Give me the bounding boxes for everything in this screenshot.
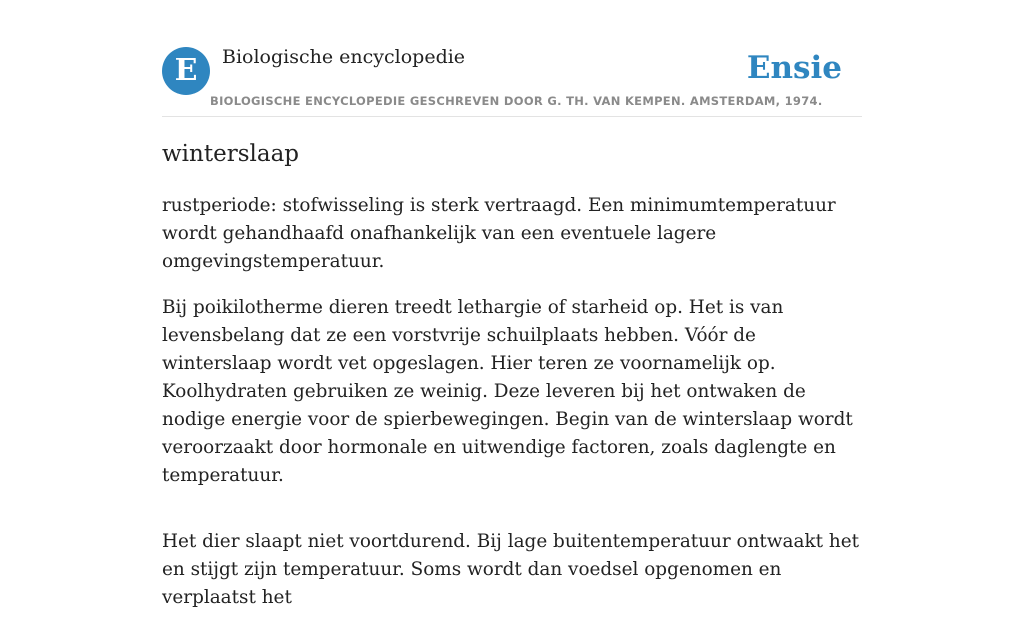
encyclopedia-logo-icon[interactable]: E bbox=[162, 47, 210, 95]
article-headword: winterslaap bbox=[162, 141, 300, 167]
site-subtitle: BIOLOGISCHE ENCYCLOPEDIE GESCHREVEN DOOR G. TH. VAN KEMPEN. AMSTERDAM, 1974. bbox=[210, 94, 823, 108]
article-paragraph-1: rustperiode: stofwisseling is sterk vertraagd. Een minimumtemperatuur wordt gehandhaafd onafhankelijk van een eventuele lagere omgevingstemperatuur. bbox=[162, 195, 836, 272]
article-content bbox=[162, 138, 862, 630]
ensie-brand-link[interactable]: Ensie bbox=[746, 50, 842, 86]
article-paragraph-2: Bij poikilotherme dieren treedt lethargie of starheid op. Het is van levensbelang dat ze een vorstvrije schuilplaats hebben. Vóór de winterslaap wordt vet opgeslagen. Hier teren ze voornamelijk op. Koolhydraten gebruiken ze weinig. Deze leveren bij het ontwaken de nodige energie voor de spierbewegingen. Begin van de winterslaap wordt veroorzaakt door hormonale en uitwendige factoren, zoals daglengte en temperatuur. bbox=[162, 297, 853, 486]
site-header bbox=[162, 0, 862, 117]
site-title-link[interactable]: Biologische encyclopedie bbox=[222, 46, 466, 68]
article-paragraph-3: Het dier slaapt niet voortdurend. Bij lage buitentemperatuur ontwaakt het en stijgt zijn temperatuur. Soms wordt dan voedsel opgenomen en verplaatst het bbox=[162, 531, 859, 608]
